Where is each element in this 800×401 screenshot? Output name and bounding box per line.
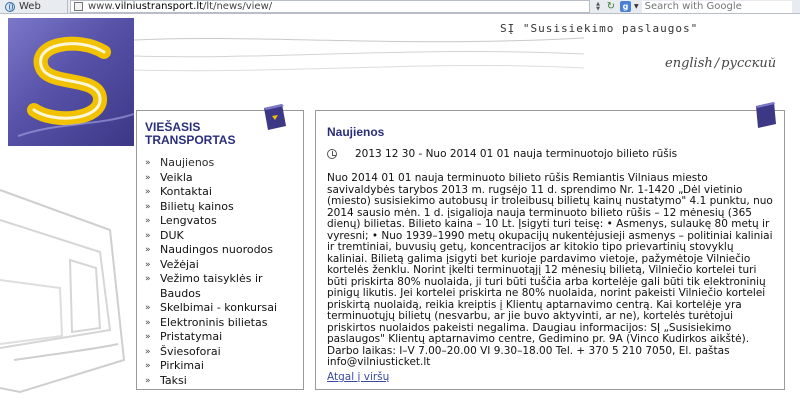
chevron-right-icon: » — [145, 187, 151, 197]
browser-toolbar — [0, 0, 800, 14]
sidebar-item-naujienos[interactable]: » Naujienos — [145, 156, 215, 169]
chevron-right-icon: » — [145, 375, 151, 386]
sidebar-item-pirkimai[interactable]: » Pirkimai — [145, 359, 204, 372]
chevron-right-icon: » — [145, 346, 151, 357]
sidebar-item-duk[interactable]: » DUK — [145, 228, 184, 242]
clock-icon — [327, 149, 337, 159]
news-item-title: 2013 12 30 - Nuo 2014 01 01 nauja terminuotojo bilieto rūšis — [355, 148, 678, 160]
sidebar-item-pristatymai[interactable]: » Pristatymai — [145, 330, 223, 343]
sidebar-item-bilietu-kainos[interactable]: » Bilietų kainos — [145, 199, 234, 213]
sidebar-item-taksi[interactable]: » Taksi — [145, 373, 187, 387]
back-to-top-link[interactable]: Atgal į viršų — [327, 371, 390, 383]
sidebar-item-veikla[interactable]: » Veikla — [145, 170, 193, 184]
search-bar — [620, 0, 800, 13]
chevron-right-icon: » — [145, 303, 151, 313]
site-logo[interactable] — [8, 18, 134, 146]
company-name: SĮ "Susisiekimo paslaugos" — [500, 22, 699, 35]
address-text: www.vilniustransport.lt/lt/news/view/ — [88, 1, 273, 12]
language-switcher — [665, 56, 776, 71]
web-tab-label: Web — [19, 1, 41, 12]
search-engine-icon[interactable]: g — [620, 1, 631, 12]
lang-separator: / — [714, 56, 720, 71]
chevron-right-icon: » — [145, 317, 151, 328]
chevron-right-icon: » — [145, 230, 151, 241]
bus-illustration — [0, 160, 140, 400]
chevron-right-icon: » — [145, 158, 151, 168]
sidebar-item-elektroninis-bilietas[interactable]: » Elektroninis bilietas — [145, 315, 268, 329]
chevron-right-icon: » — [145, 201, 151, 212]
news-item-header — [327, 148, 677, 160]
news-panel — [315, 110, 785, 390]
lang-english-link[interactable]: english — [665, 56, 713, 71]
sidebar-item-sviesoforai[interactable]: » Šviesoforai — [145, 344, 221, 358]
address-domain: vilniustransport.lt — [114, 1, 204, 12]
web-tab[interactable] — [2, 0, 68, 13]
chevron-right-icon: » — [145, 245, 151, 255]
chevron-right-icon: » — [145, 259, 151, 270]
content-bookmark-icon — [752, 100, 778, 130]
sidebar-item-vezimo-taisykles[interactable]: » Vežimo taisyklės ir Baudos — [145, 272, 263, 300]
sidebar-item-lengvatos[interactable]: » Lengvatos — [145, 214, 217, 227]
chevron-right-icon: » — [145, 216, 151, 226]
chevron-right-icon: » — [145, 274, 151, 284]
search-engine-dropdown-icon[interactable]: ▼ — [634, 3, 639, 10]
chevron-right-icon: » — [145, 172, 151, 183]
sidebar-item-kontaktai[interactable]: » Kontaktai — [145, 185, 212, 198]
news-heading: Naujienos — [327, 125, 385, 139]
address-bar[interactable] — [70, 0, 590, 13]
chevron-right-icon: » — [145, 332, 151, 342]
refresh-icon[interactable]: ↻ — [606, 1, 616, 12]
search-input[interactable] — [642, 1, 792, 13]
lang-russian-link[interactable]: русский — [721, 56, 777, 71]
globe-icon — [5, 2, 15, 12]
sidebar-item-skelbimai[interactable]: » Skelbimai - konkursai — [145, 301, 278, 314]
sidebar-item-vezejai[interactable]: » Vežėjai — [145, 257, 199, 271]
sidebar-item-naudingos-nuorodos[interactable]: » Naudingos nuorodos — [145, 243, 274, 256]
sidebar-bookmark-icon — [262, 100, 288, 134]
history-dropdown-icon[interactable]: ▲ ▼ — [596, 1, 600, 12]
page-icon — [74, 2, 83, 11]
sidebar-title: VIEŠASIS TRANSPORTAS — [145, 120, 236, 147]
sidebar-menu — [145, 156, 280, 388]
header-decoration — [134, 30, 584, 80]
news-body: Nuo 2014 01 01 nauja terminuoto bilieto rūšis Remiantis Vilniaus miesto savivaldybės tarybos 2013 m. rugsėjo 11 d. sprendimo Nr. 1-1420 „Dėl vietinio (miesto) susisiekimo autobusų ir troleibusų bilietų kainų nustatymo" 4.1 punktu, nuo 2014 sausio mėn. 1 d. įsigalioja nauja terminuoto bilieto rūšis – 12 mėnesių (365 dienų) bilietas. Bilieto kaina – 10 Lt. Įsigyti turi teisę: • Asmenys, sulaukę 80 metų ir vyresni; • Nuo 1939–1990 metų okupacijų nukentėjusieji asmenys – politiniai kaliniai ir tremtiniai, buvusių getų, koncentracijos ar kitokio tipo prievartinių stovyklų kaliniai. Bilietą galima įsigyti bet kurioje pardavimo vietoje, pažymėtoje Vilniečio kortelės ženklu. Norint įkelti terminuotąjį 12 mėnesių bilietą, Vilniečio kortelei turi būti priskirta 80% nuolaida, ji turi būti tuščia arba kortelėje gali būti tik elektroninių pinigų likutis. Jei kortelei priskirta ne 80% nuolaida, norint pakeisti Vilniečio kortelei priskirtą nuolaidą, reikia kreiptis į Klientų aptarnavimo centrą. Kai kortelėje yra terminuotųjų bilietų (nesvarbu, ar jie buvo aktyvinti, ar ne), kortelės turėtojui priskirtos nuolaidos pakeisti negalima. Daugiau informacijos: SĮ „Susisiekimo paslaugos" Klientų aptarnavimo centre, Gedimino pr. 9A (Vinco Kudirkos aikštė). Darbo laikas: I–V 7.00–20.00 VI 9.30–18.00 Tel. + 370 5 210 7050, El. paštas info@vilniusticket.lt — [327, 172, 773, 368]
sidebar — [136, 110, 304, 390]
chevron-right-icon: » — [145, 361, 151, 371]
